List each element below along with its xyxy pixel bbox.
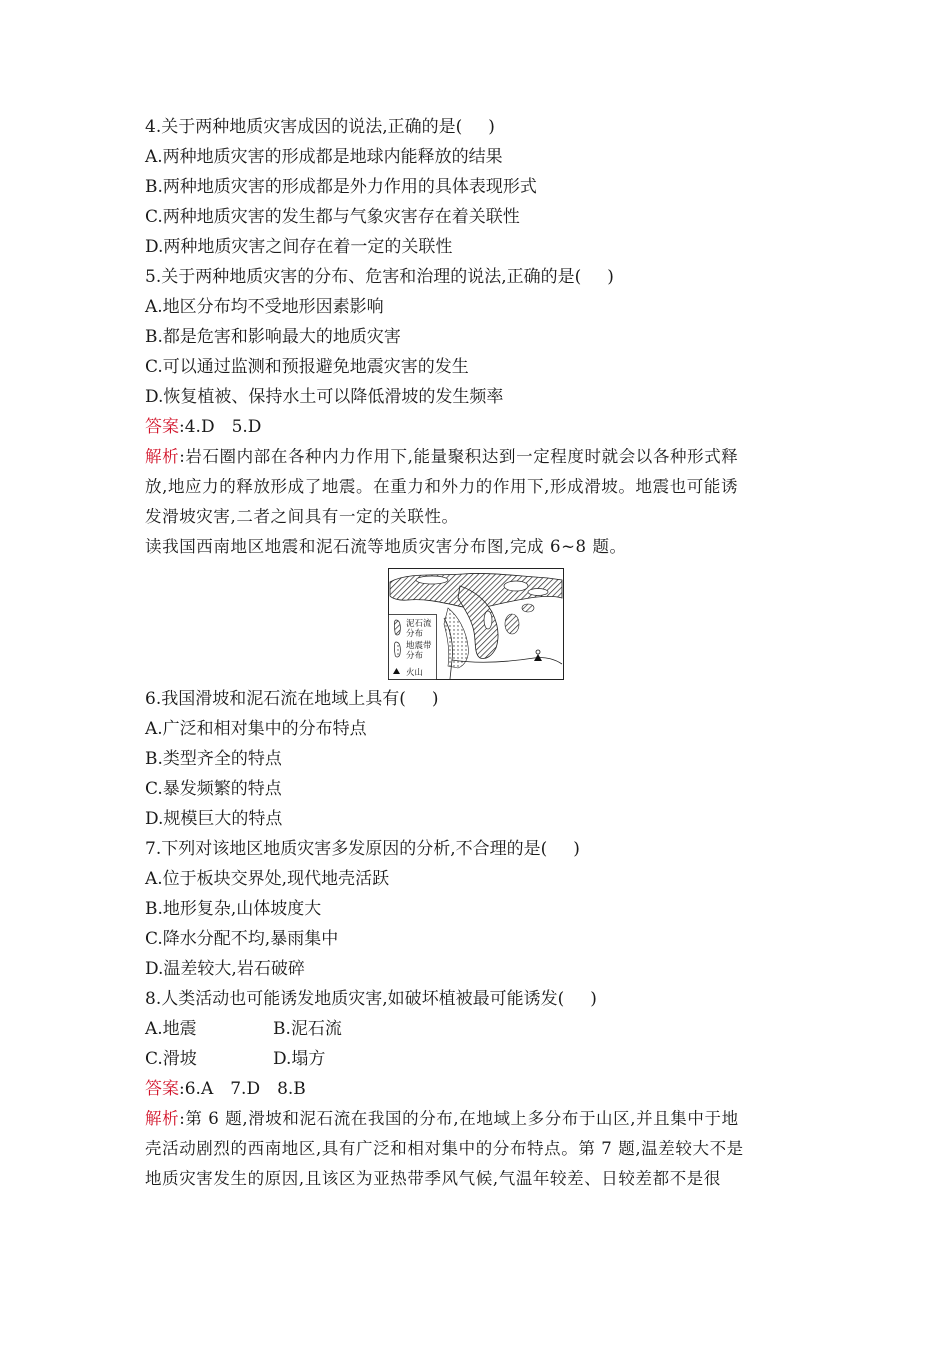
intro-questions-6-8: 读我国西南地区地震和泥石流等地质灾害分布图,完成 6~8 题。 [145, 537, 627, 556]
question-8-stem: 8.人类活动也可能诱发地质灾害,如破坏植被最可能诱发( ) [145, 989, 597, 1009]
question-8-option-d: D.塌方 [273, 1049, 326, 1069]
analysis-2-line-2: 壳活动剧烈的西南地区,具有广泛和相对集中的分布特点。第 7 题,温差较大不是 [145, 1139, 744, 1158]
analysis-1-line-1: 解析:岩石圈内部在各种内力作用下,能量聚积达到一定程度时就会以各种形式释 [145, 447, 739, 466]
answer-block-2 [145, 1074, 810, 1104]
question-7-option-d: D.温差较大,岩石破碎 [145, 959, 305, 979]
analysis-2-line-1: 解析:第 6 题,滑坡和泥石流在我国的分布,在地域上多分布于山区,并且集中于地 [145, 1109, 739, 1128]
analysis-1-line-3: 发滑坡灾害,二者之间具有一定的关联性。 [145, 507, 459, 526]
question-8-options-row-1 [145, 1014, 810, 1044]
answer-text: :6.A 7.D 8.B [179, 1079, 306, 1099]
question-8-option-a: A.地震 [145, 1019, 197, 1039]
legend-mudflow-label-2: 分布 [406, 629, 424, 639]
analysis-1-line-2: 放,地应力的释放形成了地震。在重力和外力的作用下,形成滑坡。地震也可能诱 [145, 477, 739, 496]
analysis-label: 解析 [145, 447, 180, 466]
document-page [145, 112, 810, 1194]
question-7-option-c: C.降水分配不均,暴雨集中 [145, 929, 339, 949]
answer-block-1 [145, 412, 810, 442]
question-6-option-c: C.暴发频繁的特点 [145, 779, 282, 799]
question-4-option-b: B.两种地质灾害的形成都是外力作用的具体表现形式 [145, 177, 537, 197]
question-4-option-d: D.两种地质灾害之间存在着一定的关联性 [145, 237, 453, 257]
question-4-option-a: A.两种地质灾害的形成都是地球内能释放的结果 [145, 147, 503, 167]
question-7-stem: 7.下列对该地区地质灾害多发原因的分析,不合理的是( ) [145, 839, 580, 859]
question-5-option-b: B.都是危害和影响最大的地质灾害 [145, 327, 401, 347]
legend-quake-label-1: 地震带 [406, 641, 432, 651]
question-6-option-d: D.规模巨大的特点 [145, 809, 283, 829]
question-4-stem: 4.关于两种地质灾害成因的说法,正确的是( ) [145, 117, 495, 137]
question-5-option-c: C.可以通过监测和预报避免地震灾害的发生 [145, 357, 469, 377]
analysis-label: 解析 [145, 1109, 180, 1128]
answer-label: 答案 [145, 1079, 179, 1099]
question-5-stem: 5.关于两种地质灾害的分布、危害和治理的说法,正确的是( ) [145, 267, 614, 287]
question-6-stem: 6.我国滑坡和泥石流在地域上具有( ) [145, 689, 439, 709]
question-4-option-c: C.两种地质灾害的发生都与气象灾害存在着关联性 [145, 207, 520, 227]
answer-label: 答案 [145, 417, 179, 437]
question-7-option-a: A.位于板块交界处,现代地壳活跃 [145, 869, 390, 889]
hazard-distribution-map [388, 568, 564, 680]
legend-mudflow-label-1: 泥石流 [406, 619, 432, 629]
analysis-2-line-3: 地质灾害发生的原因,且该区为亚热带季风气候,气温年较差、日较差都不是很 [145, 1169, 721, 1188]
question-5-option-a: A.地区分布均不受地形因素影响 [145, 297, 384, 317]
legend-quake-label-2: 分布 [406, 651, 424, 661]
question-8-options-row-2 [145, 1044, 810, 1074]
question-6-option-b: B.类型齐全的特点 [145, 749, 282, 769]
answer-text: :4.D 5.D [179, 417, 262, 437]
question-7-option-b: B.地形复杂,山体坡度大 [145, 899, 322, 919]
question-5-option-d: D.恢复植被、保持水土可以降低滑坡的发生频率 [145, 387, 504, 407]
question-8-option-b: B.泥石流 [273, 1019, 342, 1039]
legend-volcano-label: 火山 [406, 668, 424, 678]
question-8-option-c: C.滑坡 [145, 1049, 197, 1069]
question-6-option-a: A.广泛和相对集中的分布特点 [145, 719, 367, 739]
